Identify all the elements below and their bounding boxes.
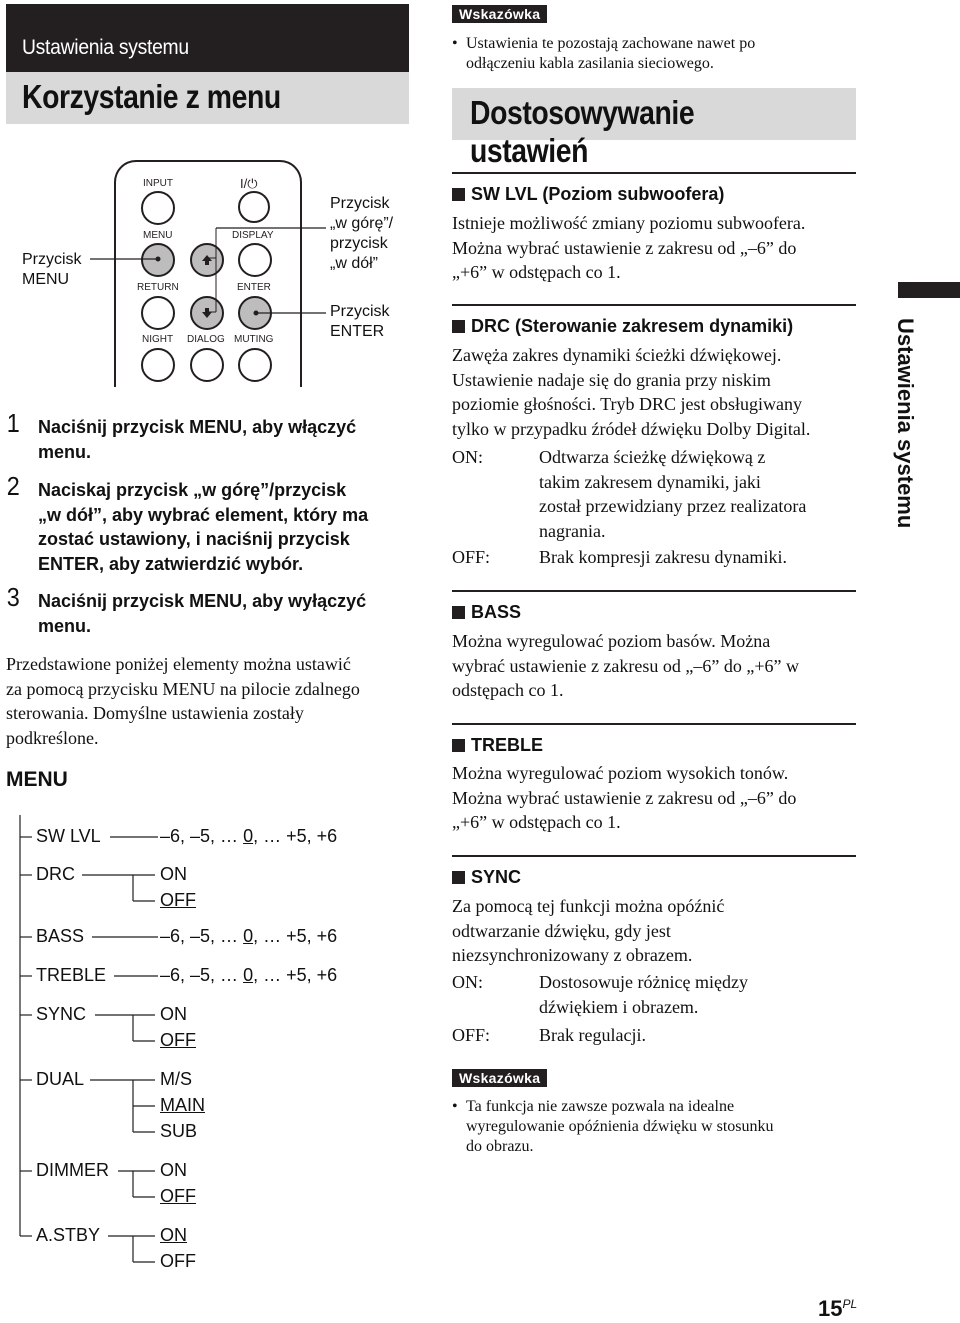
drc-off-text: Brak kompresji zakresu dynamiki. <box>539 547 787 567</box>
text-line: Można wybrać ustawienie z zakresu od „–6” do <box>452 237 797 258</box>
tree-dual-sub: SUB <box>160 1121 198 1141</box>
heading-text: BASS <box>471 602 522 622</box>
tip-tag-bottom: Wskazówka <box>452 1069 547 1087</box>
heading-text: TREBLE <box>471 735 543 755</box>
intro-line: za pomocą przycisku MENU na pilocie zdalnego <box>6 678 360 699</box>
remote-label-return: RETURN <box>137 282 179 293</box>
remote-label-enter: ENTER <box>237 282 271 293</box>
tree-astby-on: ON <box>160 1225 187 1245</box>
text-line: Ustawienie nadaje się do grania przy niskim <box>452 369 771 390</box>
page-number-value: 15 <box>818 1296 843 1321</box>
page-number <box>818 1296 857 1322</box>
intro-line: sterowania. Domyślne ustawienia zostały <box>6 703 304 723</box>
text-line: nagrania. <box>539 520 606 541</box>
text-line: wybrać ustawienie z zakresu od „–6” do „+6” w <box>452 655 800 676</box>
adjust-title: Dostosowywanie ustawień <box>470 94 695 169</box>
remote-label-input: INPUT <box>143 178 173 189</box>
tree-dual-main: MAIN <box>160 1095 205 1115</box>
step-line: ENTER, aby zatwierdzić wybór. <box>38 553 304 574</box>
tree-treble: TREBLE <box>36 965 107 985</box>
text-line: Można wybrać ustawienie z zakresu od „–6” do <box>452 787 797 808</box>
tree-dual-ms: M/S <box>160 1069 193 1089</box>
text-line: tylko w przypadku źródeł dźwięku Dolby Digital. <box>452 418 811 439</box>
callout-line: Przycisk <box>330 303 390 320</box>
tree-bass: BASS <box>36 926 85 946</box>
page-number-suffix: PL <box>842 1297 858 1311</box>
section-text-sync <box>452 894 862 968</box>
side-tab-text: Ustawienia systemu <box>893 318 918 529</box>
tree-sync-off: OFF <box>160 1030 196 1050</box>
step-line: menu. <box>38 441 92 462</box>
tree-swlvl-range <box>160 826 337 847</box>
section-text-bass <box>452 629 862 703</box>
range-start: –6, –5, … <box>160 926 244 946</box>
text-line: odtwarzanie dźwięku, gdy jest <box>452 920 671 941</box>
step-line: Naciśnij przycisk MENU, aby włączyć <box>38 417 357 437</box>
step-number: 2 <box>6 471 20 501</box>
section-heading-treble <box>452 735 543 756</box>
text-line: „+6” w odstępach co 1. <box>452 262 621 282</box>
square-bullet-icon <box>452 320 465 333</box>
text-line: Istnieje możliwość zmiany poziomu subwoofera. <box>452 213 806 233</box>
menu-heading: MENU <box>6 768 68 791</box>
section-divider <box>452 172 856 174</box>
text-line: poziomie głośności. Tryb DRC jest obsługiwany <box>452 394 803 414</box>
callout-line: „w górę”/ <box>330 215 394 232</box>
text-line: niezsynchronizowany z obrazem. <box>452 945 693 965</box>
remote-label-menu: MENU <box>143 230 173 241</box>
tip-bottom-line: Ta funkcja nie zawsze pozwala na idealne <box>466 1098 735 1115</box>
tree-swlvl: SW LVL <box>36 826 101 846</box>
tree-sync: SYNC <box>36 1004 87 1024</box>
square-bullet-icon <box>452 606 465 619</box>
section-heading-swlvl <box>452 184 724 205</box>
default-value: 0 <box>243 965 254 985</box>
sync-on-label: ON: <box>452 972 483 992</box>
page-title: Korzystanie z menu <box>22 78 281 115</box>
remote-label-display: DISPLAY <box>232 230 274 241</box>
callout-line: Przycisk <box>330 195 390 212</box>
adjust-title-box <box>452 88 856 169</box>
callout-line: przycisk <box>330 235 388 252</box>
text-line: Zawęża zakres dynamiki ścieżki dźwiękowej. <box>452 345 782 365</box>
section-divider <box>452 590 856 592</box>
section-text-treble <box>452 761 862 835</box>
callout-line: Przycisk <box>22 251 82 268</box>
square-bullet-icon <box>452 739 465 752</box>
section-text-drc <box>452 343 862 441</box>
text-line: takim zakresem dynamiki, jaki <box>539 471 761 492</box>
tree-dimmer-off: OFF <box>160 1186 196 1206</box>
tree-bass-range <box>160 926 337 947</box>
square-bullet-icon <box>452 871 465 884</box>
section-divider <box>452 304 856 306</box>
tip-bottom-line: do obrazu. <box>466 1138 534 1155</box>
drc-on-text <box>539 445 859 543</box>
menu-tree-lines <box>0 0 420 1323</box>
remote-label-power: I/⏻ <box>240 176 258 191</box>
remote-label-night: NIGHT <box>142 334 174 345</box>
callout-line: ENTER <box>330 323 385 340</box>
heading-text: SYNC <box>471 867 522 887</box>
step-line: Naciskaj przycisk „w górę”/przycisk <box>38 480 347 500</box>
step-line: „w dół”, aby wybrać element, który ma <box>38 504 369 525</box>
side-tab-label <box>880 318 930 538</box>
tip-top-line: Ustawienia te pozostają zachowane nawet po <box>466 35 756 52</box>
tree-dimmer: DIMMER <box>36 1160 109 1180</box>
sync-off-text: Brak regulacji. <box>539 1025 646 1045</box>
remote-label-muting: MUTING <box>234 334 274 345</box>
heading-text: SW LVL (Poziom subwoofera) <box>471 184 725 204</box>
side-tab-bar <box>898 282 960 298</box>
tree-astby-off: OFF <box>160 1251 196 1271</box>
tree-astby: A.STBY <box>36 1225 101 1245</box>
section-divider <box>452 855 856 857</box>
tip-top-bullet <box>452 34 852 74</box>
text-line: Dostosowuje różnicę między <box>539 972 748 992</box>
drc-off-label: OFF: <box>452 547 491 567</box>
section-heading-bass <box>452 602 521 623</box>
text-line: odstępach co 1. <box>452 680 564 700</box>
bullet-icon: • <box>452 1098 458 1115</box>
tree-drc-on: ON <box>160 864 187 884</box>
callout-line: MENU <box>22 271 70 288</box>
sync-on-text <box>539 970 859 1019</box>
intro-line: podkreślone. <box>6 727 99 748</box>
tip-tag-top: Wskazówka <box>452 5 547 23</box>
default-value: 0 <box>243 926 254 946</box>
section-heading-drc <box>452 316 793 337</box>
square-bullet-icon <box>452 188 465 201</box>
default-value: 0 <box>243 826 254 846</box>
text-line: dźwiękiem i obrazem. <box>539 996 699 1017</box>
range-start: –6, –5, … <box>160 826 244 846</box>
section-divider <box>452 723 856 725</box>
range-end: , … +5, +6 <box>253 826 338 846</box>
callout-line: „w dół” <box>330 255 379 272</box>
drc-on-label: ON: <box>452 447 483 467</box>
text-line: „+6” w odstępach co 1. <box>452 812 621 832</box>
text-line: Za pomocą tej funkcji można opóźnić <box>452 896 725 916</box>
bullet-icon: • <box>452 35 458 52</box>
heading-text: DRC (Sterowanie zakresem dynamiki) <box>471 316 794 336</box>
text-line: Można wyregulować poziom wysokich tonów. <box>452 763 789 783</box>
text-line: został przewidziany przez realizatora <box>539 496 807 516</box>
range-end: , … +5, +6 <box>253 926 338 946</box>
step-number: 3 <box>6 582 20 612</box>
range-end: , … +5, +6 <box>253 965 338 985</box>
section-title: Ustawienia systemu <box>22 36 189 59</box>
tree-sync-on: ON <box>160 1004 187 1024</box>
remote-label-dialog: DIALOG <box>187 334 225 345</box>
step-number: 1 <box>6 408 20 438</box>
tip-bottom-line: wyregulowanie opóźnienia dźwięku w stosunku <box>466 1118 774 1135</box>
tip-top-line: odłączeniu kabla zasilania sieciowego. <box>466 55 714 72</box>
tree-drc: DRC <box>36 864 75 884</box>
section-text-swlvl <box>452 211 862 285</box>
sync-off-label: OFF: <box>452 1025 491 1045</box>
tip-bottom-bullet <box>452 1097 852 1157</box>
tree-dimmer-on: ON <box>160 1160 187 1180</box>
step-line: menu. <box>38 615 92 636</box>
intro-line: Przedstawione poniżej elementy można ustawić <box>6 654 351 674</box>
step-line: Naciśnij przycisk MENU, aby wyłączyć <box>38 591 367 611</box>
text-line: Odtwarza ścieżkę dźwiękową z <box>539 447 766 467</box>
tree-treble-range <box>160 965 337 986</box>
tree-dual: DUAL <box>36 1069 85 1089</box>
section-heading-sync <box>452 867 521 888</box>
text-line: Można wyregulować poziom basów. Można <box>452 631 771 651</box>
tree-drc-off: OFF <box>160 890 196 910</box>
range-start: –6, –5, … <box>160 965 244 985</box>
step-line: zostać ustawiony, i naciśnij przycisk <box>38 529 350 549</box>
